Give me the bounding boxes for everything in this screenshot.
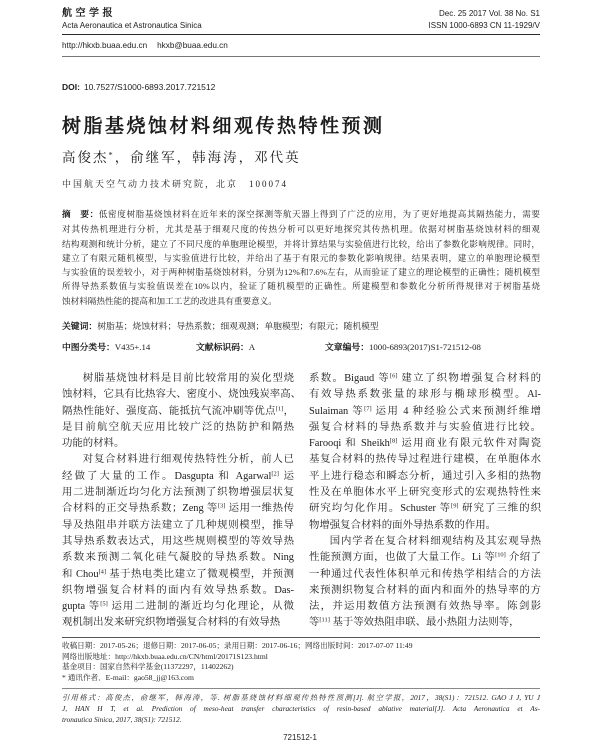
- text-line: 织物增强复合材料的面内有效导热系数。Das-: [62, 584, 294, 596]
- online-address-label: 网络出版地址：: [62, 651, 116, 661]
- header-rule: [62, 34, 540, 35]
- journal-website-line: [62, 40, 228, 52]
- text-line: 法，并运用数值方法预测有效热导率。陈剑影: [309, 601, 541, 613]
- text-line: 等[11] 基于等效热阻串联、最小热阻力法则等，: [309, 616, 520, 629]
- abstract-line: 结构观测和统计分析，建立了不同尺度的单胞理论模型，并将计算结果与实验值进行比较，给出了参数化影响规律。同时，: [62, 238, 540, 249]
- text-line: 观机制出发来研究织物增强复合材料的有效导热: [62, 617, 281, 629]
- paragraph: [309, 534, 541, 632]
- abstract-line: [62, 207, 540, 222]
- affiliation: 中国航天空气动力技术研究院，北京 100074: [62, 179, 289, 189]
- text-line: Farooqi 和 Sheikh[8] 运用商业有限元软件对陶瓷: [309, 437, 541, 450]
- text-line: 其导热系数表达式，用这些规则模型的等效导热: [62, 535, 294, 547]
- text-line: 有效导热系数张量的球形与椭球形模型。Al-: [309, 389, 541, 401]
- corresponding-email-link[interactable]: gao58_jj@163.com: [133, 672, 194, 682]
- text-line: 树脂基烧蚀材料是目前比较常用的炭化型烧: [82, 373, 294, 384]
- citation: [62, 692, 540, 725]
- text-line: Sulaiman 等[7] 运用 4 种经验公式来预测纤维增: [309, 405, 541, 417]
- paragraph: [62, 371, 301, 452]
- doi-line: [62, 81, 215, 93]
- text-line: gupta 等[5] 运用二进制的渐近均匀化理论，从微: [62, 600, 294, 613]
- journal-email-link[interactable]: hkxb@buaa.edu.cn: [157, 41, 228, 50]
- reference-superscript: [7]: [364, 405, 372, 413]
- paragraph: [62, 452, 294, 631]
- reference-superscript: [6]: [389, 372, 398, 380]
- text-line: 功能的材料。: [62, 438, 125, 450]
- corresponding-author: [62, 673, 540, 684]
- body-column-right: [309, 371, 541, 632]
- body-column-left: [62, 371, 301, 632]
- article-number: 1000-6893(2017)S1-721512-08: [369, 342, 481, 352]
- abstract-text: 低密度树脂基烧蚀材料在近年来的深空探测等航天器上得到了广泛的应用，为了更好地提高其隔热能力，需要: [98, 209, 540, 219]
- text-line: 隔热性能好、强度高、能抵抗气流冲刷等优点[1]，: [62, 405, 295, 417]
- text-line: 研究均匀化作用。Schuster 等[9] 研究了三维的织: [309, 502, 541, 515]
- doi-value[interactable]: 10.7527/S1000-6893.2017.721512: [83, 82, 216, 92]
- text-line: 系数来预测二氧化硅气凝胶的导热系数。Ning: [62, 552, 294, 564]
- citation-line: [62, 692, 540, 703]
- issn-info: ISSN 1000-6893 CN 11-1929/V: [428, 21, 540, 30]
- abstract-line: 对其传热机理进行分析，尤其是基于细观尺度的传热分析可以更好地探究其传热机理。依据对树脂基烧蚀材料的细观: [62, 224, 540, 235]
- text-line: 一种通过代表性体积单元和传热学相结合的方法: [309, 568, 541, 580]
- article-number-field: [325, 340, 481, 355]
- reference-superscript: [2]: [271, 470, 279, 478]
- citation-rule: [62, 688, 540, 689]
- text-line: 系数。Bigaud 等[6] 建立了织物增强复合材料的: [309, 372, 541, 384]
- reference-superscript: [4]: [98, 568, 107, 576]
- citation-line: tronautica Sinica, 2017, 38(S1): 721512.: [62, 715, 182, 724]
- reference-superscript: [5]: [100, 600, 108, 608]
- text-line: 用二进制渐近均匀化方法预测了织物增强层状复: [62, 487, 294, 499]
- abstract: [62, 207, 540, 308]
- text-line: 是目前航空航天应用比较广泛的热防护和隔热: [62, 421, 294, 433]
- text-line: 来预测织物复合材料的面内和面外的热导率的方: [309, 584, 541, 596]
- website-link[interactable]: http://hkxb.buaa.edu.cn: [62, 41, 148, 50]
- citation-line: J, HAN H T, et al. Prediction of meso-heat transfer characteristics of resin-based ablative material[J]. Acta Aeronautica et As-: [62, 704, 540, 713]
- clc-number: V435+.14: [114, 342, 151, 352]
- text-line: 强复合材料的导热系数并与实验值进行比较。: [309, 421, 541, 433]
- journal-name-en: Acta Aeronautica et Astronautica Sinica: [62, 21, 202, 30]
- reference-superscript: [1]: [275, 405, 284, 413]
- abstract-line: 与实验值的误差较小，对于两种树脂基烧蚀材料，分别为12%和7.6%左右，从而验证了建立的理论模型的正确性；随机模型: [62, 267, 540, 278]
- article-number-label: 文章编号：: [325, 343, 369, 353]
- footnote-rule: [62, 637, 540, 638]
- text-line: 性及在单胞体水平上研究变形式的宏观热特性来: [309, 487, 541, 499]
- online-address-link[interactable]: http://hkxb.buaa.edu.cn/CN/html/20171S123.html: [115, 651, 268, 661]
- text-line: 蚀材料，它具有比热容大、密度小、烧蚀残炭率高、: [62, 389, 301, 401]
- document-code: A: [248, 342, 256, 352]
- doi-label: DOI:: [62, 82, 80, 92]
- reference-superscript: [3]: [217, 502, 226, 510]
- page-number: 721512-1: [283, 733, 317, 742]
- keywords-label: 关键词：: [62, 322, 98, 332]
- corresponding-author-marker: *: [108, 150, 115, 160]
- abstract-line: 蚀材料隔热性能的提高和加工工艺的改进具有重要意义。: [62, 295, 277, 306]
- abstract-line: 所得导热系数值与实验值误差在10%以内，验证了随机模型的正确性。所建模型和参数化分析所得规律对于树脂基烧: [62, 281, 540, 292]
- clc-label: 中图分类号：: [62, 343, 115, 353]
- document-code-label: 文献标识码：: [196, 343, 249, 353]
- online-address: [62, 652, 540, 663]
- journal-header-right: [429, 8, 540, 32]
- reference-superscript: [11]: [319, 616, 330, 624]
- paragraph: [309, 371, 541, 534]
- abstract-line: 建立了有限元随机模型，与实验值进行比较，并给出了基于有限元的参数化影响规律。结果表明，建立的单胞理论模型: [62, 252, 540, 263]
- received-dates: 收稿日期：2017-05-26；退修日期：2017-06-05；录用日期：2017-06-16；网络出版时间：2017-07-07 11:49: [62, 641, 413, 650]
- journal-name-cn: 航 空 学 报: [62, 8, 113, 19]
- corresponding-author-label: * 通讯作者．E-mail：: [62, 672, 134, 682]
- keywords: [62, 319, 540, 334]
- text-line: 导及热阻串并联方法建立了几种规则模型，推导: [62, 519, 294, 531]
- author-list: 高俊杰*，俞继军，韩海涛，邓代英: [62, 150, 301, 165]
- reference-superscript: [8]: [389, 437, 398, 445]
- website-rule: [62, 56, 540, 57]
- text-line: 和 Chou[4] 基于热电类比建立了微观模型，并预测: [62, 568, 294, 580]
- text-line: 物增强复合材料的面外导热系数的作用。: [309, 519, 497, 531]
- text-line: 合材料的正交导热系数；Zeng 等[3] 运用一维热传: [62, 502, 294, 515]
- article-title: 树脂基烧蚀材料细观传热特性预测: [62, 115, 385, 137]
- text-line: 对复合材料进行细观传热特性分析，前人已: [82, 454, 294, 466]
- abstract-label: 摘 要：: [62, 210, 99, 220]
- text-line: 国内学者在复合材料细观结构及其宏观导热: [329, 535, 541, 547]
- text-line: 经做了大量的工作。Dasgupta 和 Agarwal[2] 运: [62, 470, 294, 482]
- reference-superscript: [9]: [451, 502, 459, 510]
- classification-row: [62, 340, 540, 354]
- text-line: 性能预测方面，也做了大量工作。Li 等[10] 介绍了: [309, 551, 541, 564]
- document-code-field: [196, 340, 255, 355]
- keywords-text: 树脂基；烧蚀材料；导热系数；细观观测；单胞模型；有限元；随机模型: [97, 321, 379, 331]
- funding: 基金项目：国家自然科学基金(11372297，11402262): [62, 662, 234, 672]
- reference-superscript: [10]: [495, 551, 506, 559]
- citation-text: 高俊杰，俞继军，韩海涛，等. 树脂基烧蚀材料细观传热特性预测[J]. 航空学报，2017，38(S1)：721512. GAO J J, YU J: [105, 693, 540, 702]
- footnotes: [62, 641, 540, 683]
- journal-header-left: [62, 8, 202, 32]
- issue-info: Dec. 25 2017 Vol. 38 No. S1: [439, 9, 540, 18]
- citation-label: 引用格式：: [62, 693, 106, 702]
- clc-field: [62, 340, 150, 355]
- text-line: 基复合材料的热传导过程进行建模，在单胞体水: [309, 454, 541, 466]
- text-line: 平上进行稳态和瞬态分析，通过引入多相的热物: [309, 470, 541, 482]
